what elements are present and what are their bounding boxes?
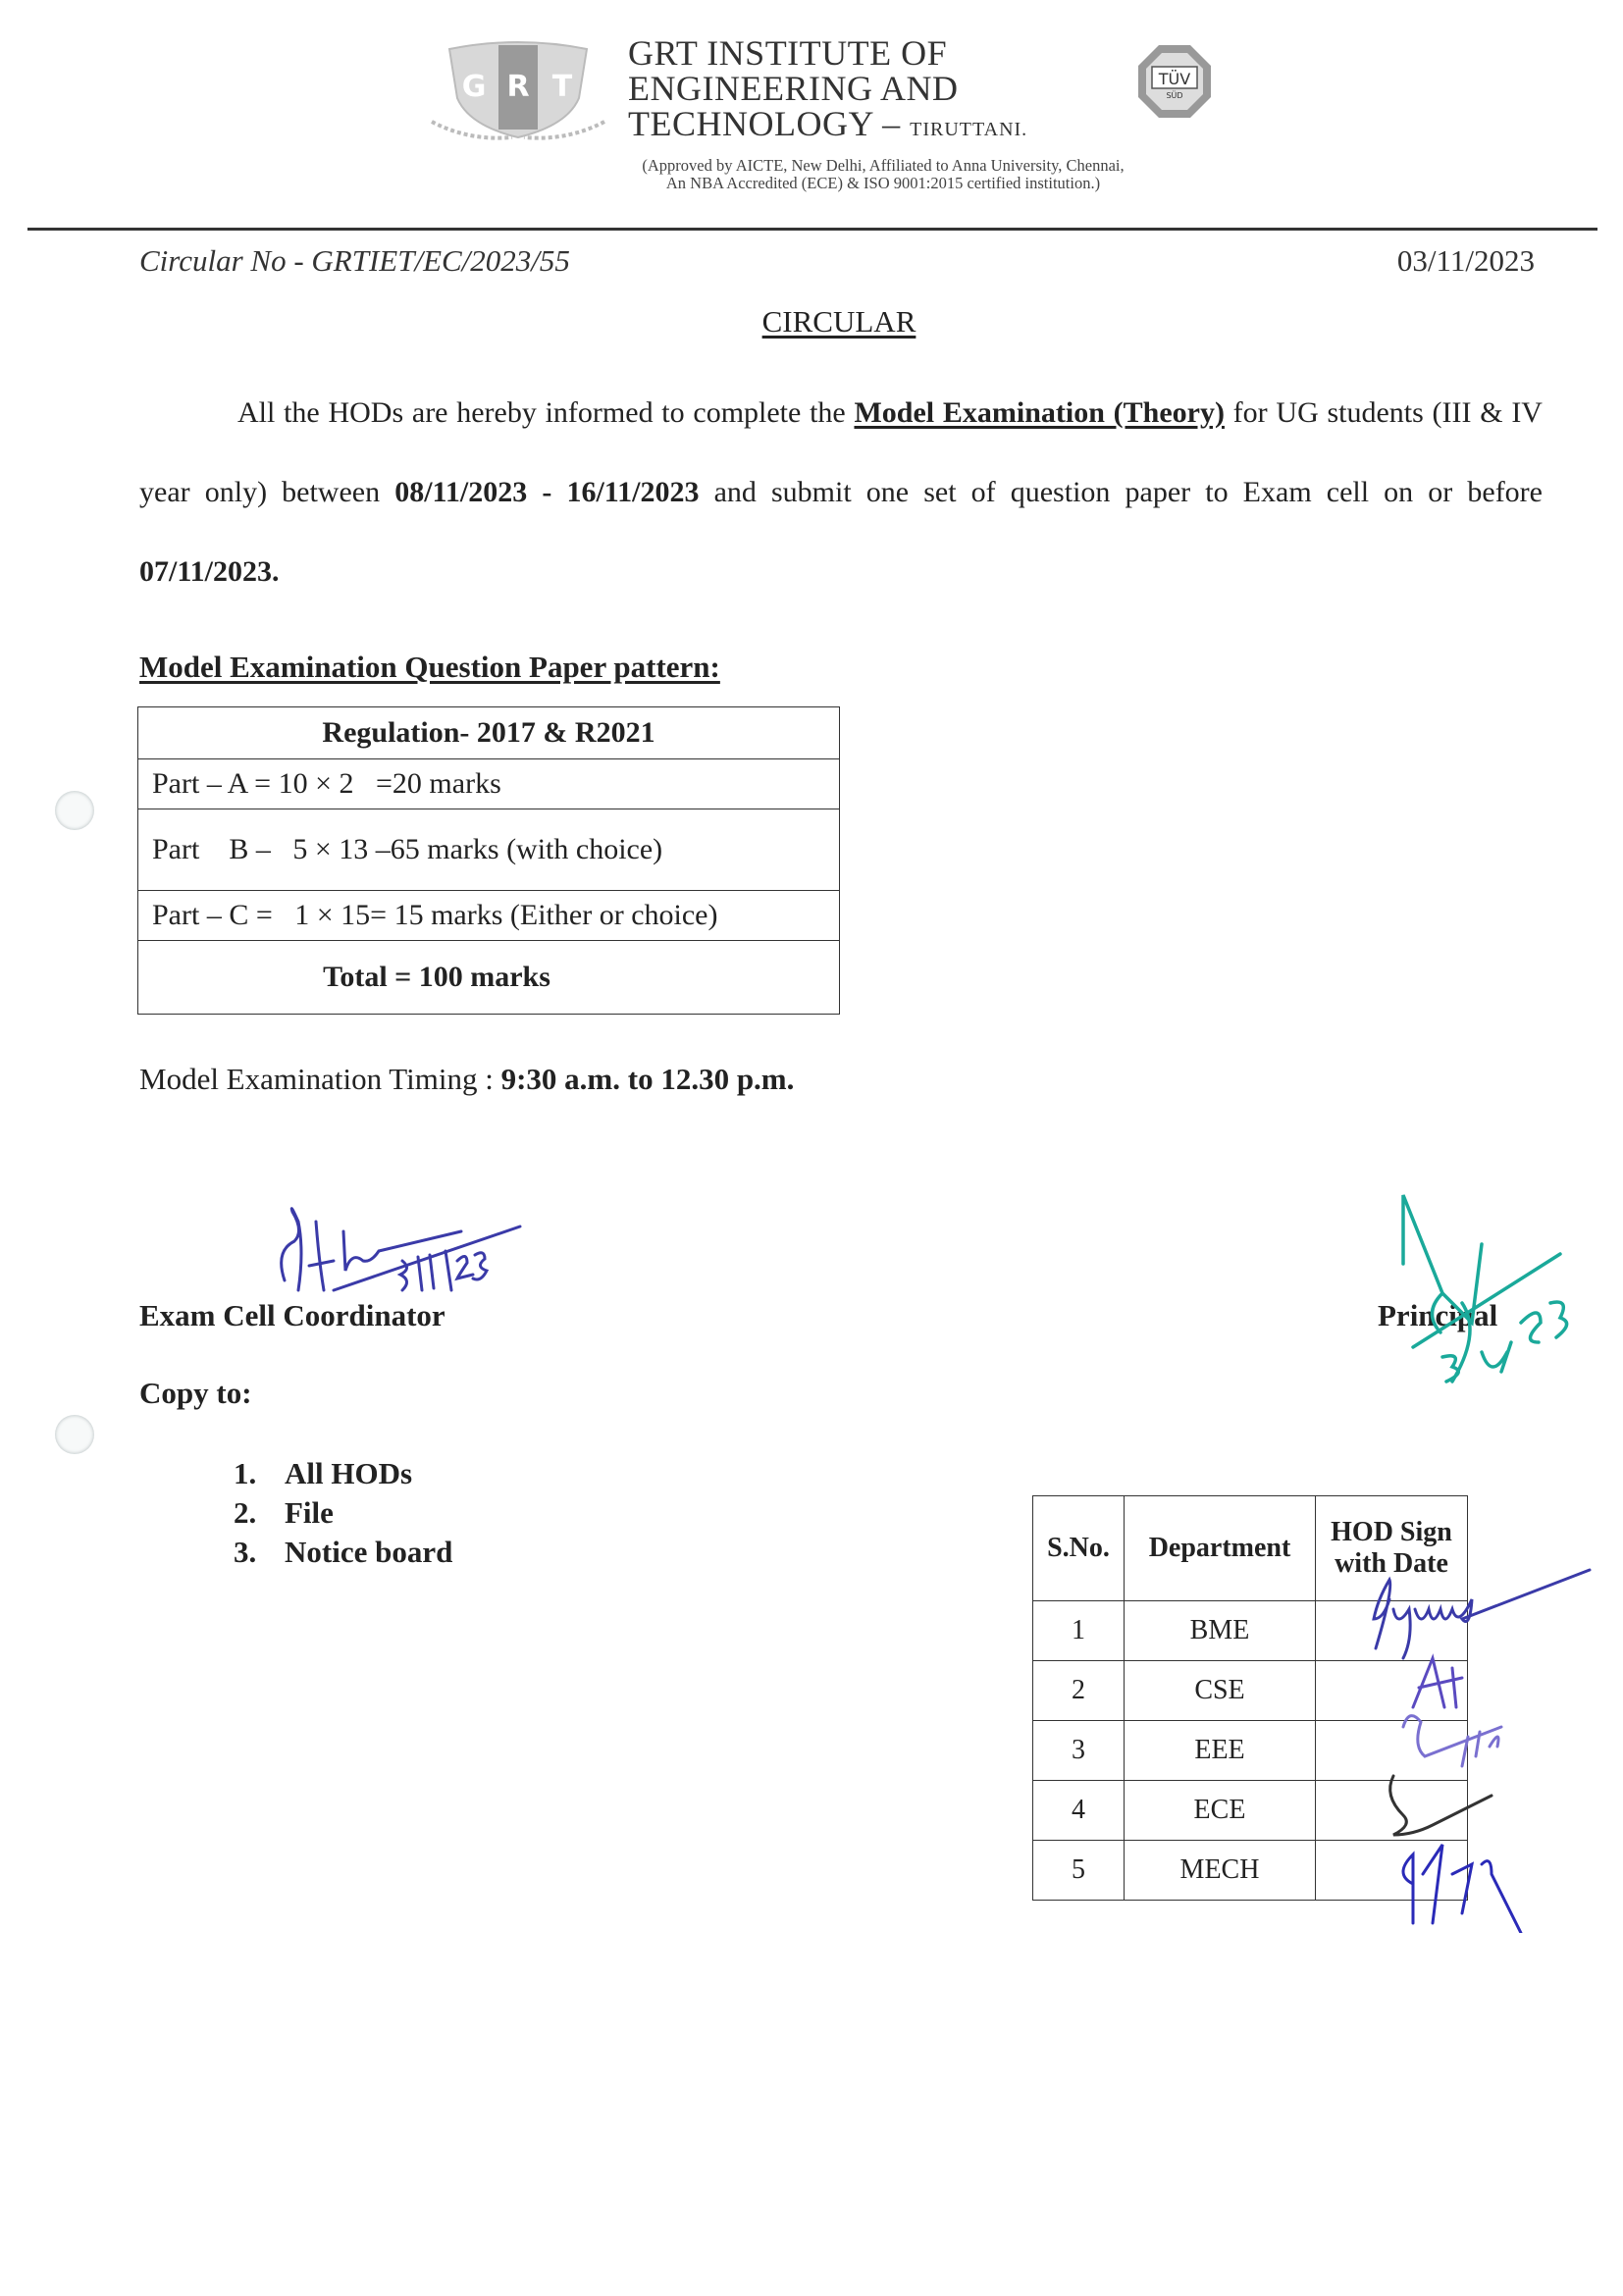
pattern-header-row	[138, 707, 840, 759]
approval-line: An NBA Accredited (ECE) & ISO 9001:2015 certified institution.)	[665, 174, 1101, 192]
pattern-title: Model Examination Question Paper pattern:	[139, 650, 720, 684]
pattern-row	[138, 759, 840, 809]
coordinator-label: Exam Cell Coordinator	[139, 1298, 445, 1332]
list-item	[234, 1493, 452, 1533]
hod-signatures	[1354, 1560, 1599, 1933]
body-text: and submit one set of question paper to Exam cell on or before	[699, 476, 1543, 508]
sno-cell: 2	[1033, 1661, 1125, 1721]
pattern-total-row	[138, 941, 840, 1015]
coordinator-signature	[265, 1192, 530, 1310]
pattern-row	[138, 809, 840, 891]
punch-hole	[55, 791, 94, 830]
approval-line: (Approved by AICTE, New Delhi, Affiliated to Anna University, Chennai,	[642, 156, 1125, 175]
sno-cell: 3	[1033, 1721, 1125, 1781]
institute-name-line: GRT INSTITUTE OF	[628, 33, 948, 73]
header-department: Department	[1125, 1496, 1316, 1601]
copy-to-list	[234, 1454, 452, 1572]
circular-number: Circular No - GRTIET/EC/2023/55	[139, 243, 570, 278]
institute-name-line: ENGINEERING AND	[628, 69, 959, 108]
list-item	[234, 1454, 452, 1493]
exam-type: Model Examination (Theory)	[854, 396, 1225, 429]
list-text: Notice board	[285, 1535, 453, 1569]
list-number: 2.	[234, 1495, 257, 1530]
circular-title	[0, 304, 1623, 339]
circular-date: 03/11/2023	[1396, 243, 1535, 278]
header-divider	[27, 228, 1597, 231]
svg-text:G: G	[461, 70, 487, 104]
department-cell: BME	[1125, 1601, 1316, 1661]
circular-body	[139, 373, 1543, 611]
department-cell: EEE	[1125, 1721, 1316, 1781]
department-cell: CSE	[1125, 1661, 1316, 1721]
institute-name	[628, 35, 1027, 147]
principal-label: Principal	[1378, 1298, 1498, 1332]
body-text: for UG students (III & IV year only) between	[139, 396, 1543, 508]
body-text: All the HODs are hereby informed to complete the	[237, 396, 855, 429]
institute-name-line: TECHNOLOGY –	[628, 104, 911, 143]
department-cell: ECE	[1125, 1781, 1316, 1841]
circular-title-text: CIRCULAR	[761, 304, 916, 339]
svg-text:T: T	[551, 70, 573, 104]
pattern-header: Regulation- 2017 & R2021	[138, 707, 840, 759]
svg-text:R: R	[506, 70, 530, 104]
list-item	[234, 1533, 452, 1572]
copy-to-label: Copy to:	[139, 1376, 252, 1410]
principal-signature	[1384, 1185, 1580, 1401]
question-pattern-table	[137, 706, 840, 1015]
pattern-part-b: Part B – 5 × 13 –65 marks (with choice)	[138, 809, 840, 891]
punch-hole	[55, 1415, 94, 1454]
pattern-part-a: Part – A = 10 × 2 =20 marks	[138, 759, 840, 809]
list-text: File	[285, 1495, 334, 1530]
header-hod-sign: HOD Sign with Date	[1316, 1496, 1468, 1601]
department-cell: MECH	[1125, 1841, 1316, 1901]
sno-cell: 5	[1033, 1841, 1125, 1901]
pattern-row	[138, 891, 840, 941]
pattern-part-c: Part – C = 1 × 15= 15 marks (Either or choice)	[138, 891, 840, 941]
list-number: 3.	[234, 1535, 257, 1569]
sno-cell: 4	[1033, 1781, 1125, 1841]
approval-statement	[393, 157, 1374, 192]
timing-label: Model Examination Timing :	[139, 1062, 501, 1096]
svg-text:SÜD: SÜD	[1166, 91, 1183, 100]
pattern-total: Total = 100 marks	[138, 941, 840, 1015]
institute-location: TIRUTTANI.	[910, 119, 1028, 140]
submission-deadline: 07/11/2023.	[139, 555, 280, 588]
timing-value: 9:30 a.m. to 12.30 p.m.	[500, 1062, 795, 1096]
exam-date-range: 08/11/2023 - 16/11/2023	[394, 476, 700, 508]
list-number: 1.	[234, 1456, 257, 1490]
sno-cell: 1	[1033, 1601, 1125, 1661]
svg-text:TÜV: TÜV	[1158, 70, 1191, 88]
header-sno: S.No.	[1033, 1496, 1125, 1601]
tuv-certification-icon	[1136, 43, 1213, 120]
exam-timing	[139, 1062, 794, 1097]
institute-logo	[430, 39, 606, 149]
list-text: All HODs	[285, 1456, 413, 1490]
